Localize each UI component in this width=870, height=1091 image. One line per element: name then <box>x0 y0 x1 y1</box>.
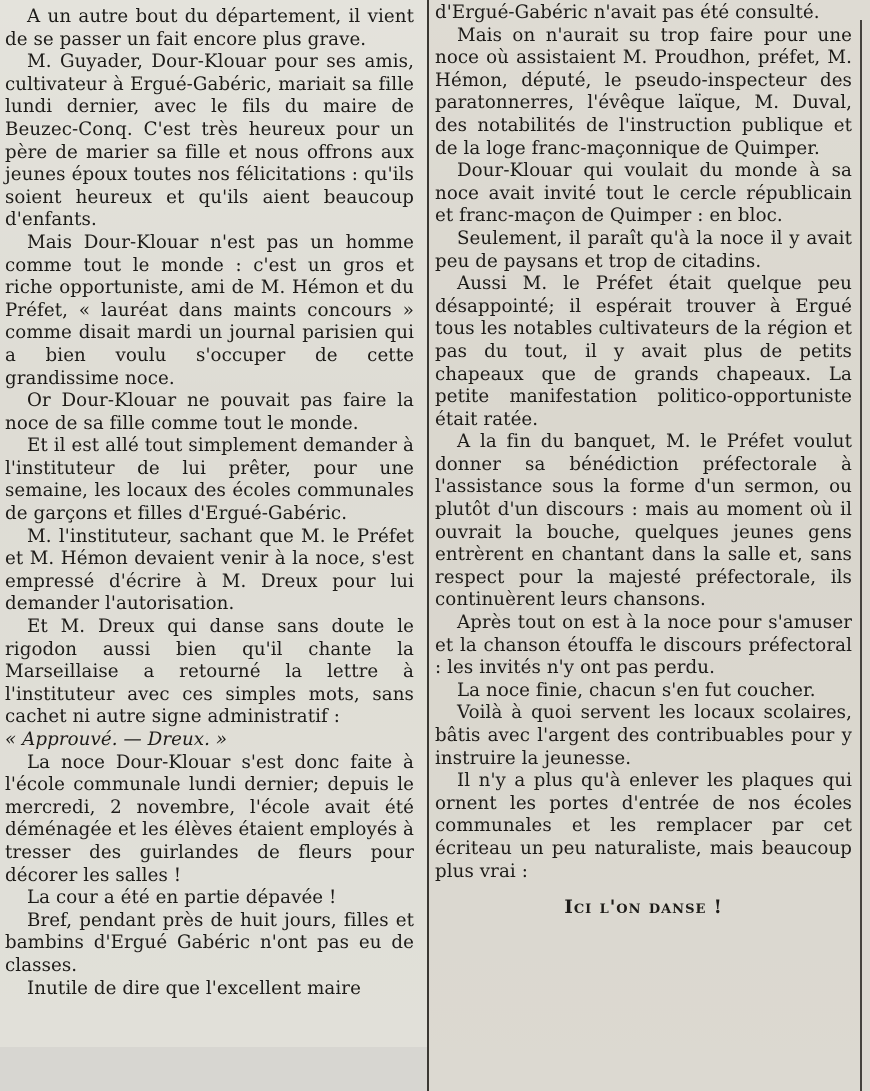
left-column <box>0 0 428 1047</box>
paragraph: Inutile de dire que l'excellent maire <box>27 977 361 999</box>
paragraph: La cour a été en partie dépavée ! <box>27 887 337 909</box>
paragraph: Et M. Dreux qui danse sans doute le rigodon aussi bien qu'il chante la Marseillaise a retourné la lettre à l'instituteur avec ces simples mots, sans cachet ni autre signe administratif : <box>5 616 414 728</box>
right-column <box>427 0 870 1091</box>
quoted-approval: « Approuvé. — Dreux. » <box>5 729 228 750</box>
paragraph: Aussi M. le Préfet était quelque peu désappointé; il espérait trouver à Ergué tous les notables cultivateurs de la région et pas du tout, il y avait plus de petits chapeaux que de grands chapeaux. La petite manifestation politico-opportuniste était ratée. <box>435 273 852 430</box>
paragraph: Il n'y a plus qu'à enlever les plaques qui ornent les portes d'entrée de nos écoles communales et les remplacer par cet écriteau un peu naturaliste, mais beaucoup plus vrai : <box>435 770 852 882</box>
paragraph: Dour-Klouar qui voulait du monde à sa noce avait invité tout le cercle républicain et franc-maçon de Quimper : en bloc. <box>435 160 852 227</box>
paragraph: d'Ergué-Gabéric n'avait pas été consulté. <box>435 2 820 23</box>
paragraph: M. Guyader, Dour-Klouar pour ses amis, cultivateur à Ergué-Gabéric, mariait sa fille lundi dernier, avec le fils du maire de Beuzec-Conq. C'est très heureux pour un père de marier sa fille et nous offrons aux jeunes époux toutes nos félicitations : qu'ils soient heureux et qu'ils aient beaucoup d'enfants. <box>5 51 414 231</box>
paragraph: Mais Dour-Klouar n'est pas un homme comme tout le monde : c'est un gros et riche opportuniste, ami de M. Hémon et du Préfet, « lauréat dans maints concours » comme disait mardi un journal parisien qui a bien voulu s'occuper de cette grandissime noce. <box>5 231 414 389</box>
paragraph: Après tout on est à la noce pour s'amuser et la chanson étouffa le discours préfectoral : les invités n'y ont pas perdu. <box>435 612 852 679</box>
paragraph: La noce Dour-Klouar s'est donc faite à l'école communale lundi dernier; depuis le mercredi, 2 novembre, l'école avait été déménagée et les élèves étaient employés à tresser des guirlandes de fleurs pour décorer les salles ! <box>5 751 414 886</box>
blank-margin <box>0 1047 427 1091</box>
paragraph: La noce finie, chacun s'en fut coucher. <box>457 679 816 701</box>
paragraph: Voilà à quoi servent les locaux scolaires, bâtis avec l'argent des contribuables pour y instruire la jeunesse. <box>435 702 852 769</box>
paragraph: A la fin du banquet, M. le Préfet voulut donner sa bénédiction préfectorale à l'assistance sous la forme d'un sermon, ou plutôt d'un discours : mais au moment où il ouvrait la bouche, quelques jeunes gens entrèrent en chantant dans la salle et, sans respect pour la majesté préfectorale, ils continuèrent leurs chansons. <box>435 431 852 611</box>
paragraph: Et il est allé tout simplement demander à l'instituteur de lui prêter, pour une semaine, les locaux des écoles communales de garçons et filles d'Ergué-Gabéric. <box>5 435 414 525</box>
paragraph: M. l'instituteur, sachant que M. le Préfet et M. Hémon devaient venir à la noce, s'est empressé d'écrire à M. Dreux pour lui demander l'autorisation. <box>5 525 414 615</box>
paragraph: Mais on n'aurait su trop faire pour une noce où assistaient M. Proudhon, préfet, M. Hémon, député, le pseudo-inspecteur des paratonnerres, l'évêque laïque, M. Duval, des notabilités de l'instruction publique et de la loge franc-maçonnique de Quimper. <box>435 24 852 159</box>
paragraph: Bref, pendant près de huit jours, filles et bambins d'Ergué Gabéric n'ont pas eu de classes. <box>5 909 414 976</box>
paragraph: A un autre bout du département, il vient de se passer un fait encore plus grave. <box>5 6 414 50</box>
paragraph: Seulement, il paraît qu'à la noce il y avait peu de paysans et trop de citadins. <box>435 227 852 272</box>
closing-sign-text: Ici l'on danse ! <box>564 897 723 919</box>
paragraph: Or Dour-Klouar ne pouvait pas faire la noce de sa fille comme tout le monde. <box>5 390 414 434</box>
